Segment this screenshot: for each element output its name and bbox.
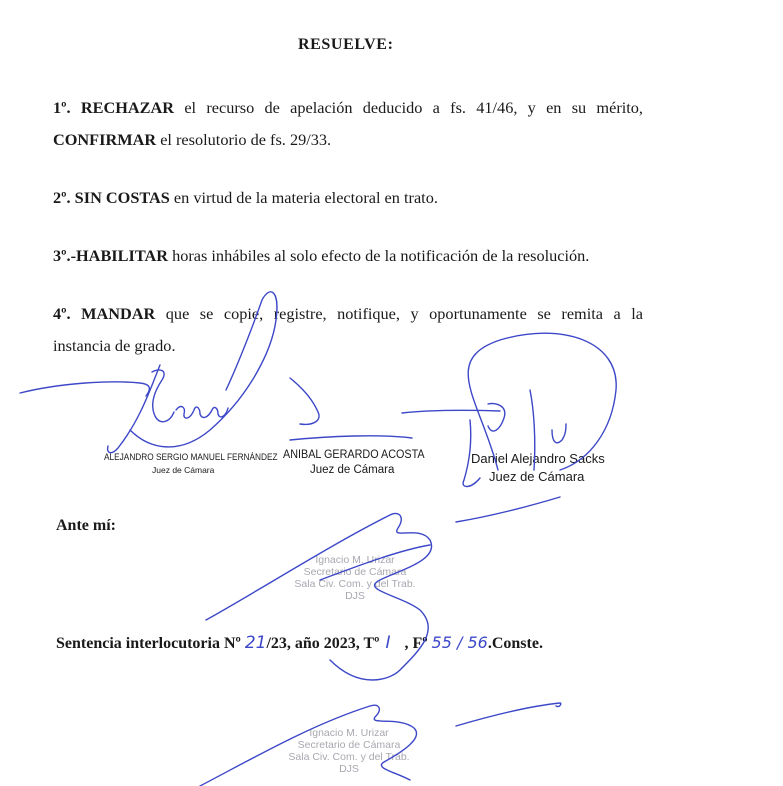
signature-role-3: Juez de Cámara xyxy=(489,469,585,484)
signature-role-2: Juez de Cámara xyxy=(310,464,395,476)
tomo-handwritten: I xyxy=(385,633,391,653)
resolution-item-4 xyxy=(53,298,643,362)
sentencia-line: Sentencia interlocutoria Nº 21/23, año 2023, Tº I , Fº 55 / 56.Conste. xyxy=(56,633,543,653)
item-4-line-2: instancia de grado. xyxy=(53,336,176,355)
resolution-item-1 xyxy=(53,92,643,156)
secretary-stamp-2: Ignacio M. Urizar Secretario de Cámara Sala Civ. Com. y del Trab. DJS xyxy=(288,727,410,775)
folio-handwritten: 55 / 56 xyxy=(431,633,488,652)
signature-name-3: Daniel Alejandro Sacks xyxy=(471,451,605,466)
signature-name-2: ANIBAL GERARDO ACOSTA xyxy=(283,447,425,461)
item-1-line-2: CONFIRMAR el resolutorio de fs. 29/33. xyxy=(53,130,332,149)
item-1-line-1: 1º. RECHAZAR el recurso de apelación deducido a fs. 41/46, y en su mérito, xyxy=(53,98,643,117)
signature-acosta-ink xyxy=(290,378,412,440)
signature-name-1: ALEJANDRO SERGIO MANUEL FERNÁNDEZ xyxy=(104,452,278,462)
resolution-item-2: 2º. SIN COSTAS en virtud de la materia electoral en trato. xyxy=(53,188,438,207)
resolution-item-3: 3º.-HABILITAR horas inhábiles al solo efecto de la notificación de la resolución. xyxy=(53,246,590,265)
item-4-line-1: 4º. MANDAR que se copie, registre, notifique, y oportunamente se remita a la xyxy=(53,304,643,323)
secretary-stamp-1: Ignacio M. Urizar Secretario de Cámara Sala Civ. Com. y del Trab. DJS xyxy=(294,554,416,602)
sentencia-number-handwritten: 21 xyxy=(244,633,267,653)
page-title: RESUELVE: xyxy=(298,36,394,53)
signature-role-1: Juez de Cámara xyxy=(152,465,215,475)
ante-mi-label: Ante mí: xyxy=(56,517,116,534)
